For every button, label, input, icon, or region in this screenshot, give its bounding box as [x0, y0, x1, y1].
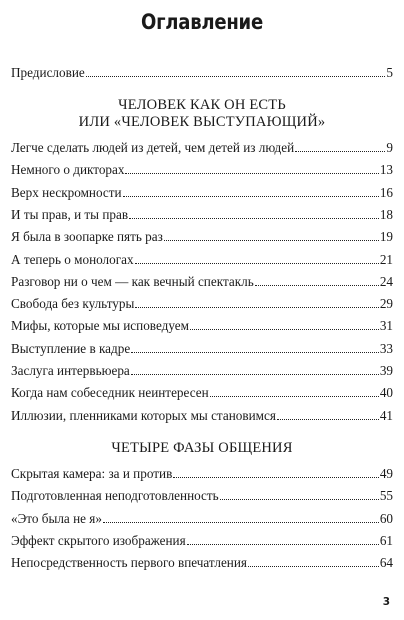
page-title: Оглавление [141, 10, 263, 34]
toc-entry-page: 19 [379, 229, 393, 245]
dot-leader [220, 487, 379, 500]
toc-entry-page: 60 [379, 510, 393, 526]
toc-entry-page: 13 [379, 162, 393, 178]
toc-entry [11, 554, 393, 572]
page-number: 3 [382, 596, 390, 608]
toc-entry [11, 384, 393, 402]
toc-entry-page: 33 [379, 340, 393, 356]
toc-entry-page: 16 [379, 184, 393, 200]
dot-leader [129, 206, 379, 219]
toc-entry-page: 41 [379, 407, 393, 423]
dot-leader [295, 139, 385, 152]
dot-leader [103, 510, 379, 523]
dot-leader [131, 340, 379, 353]
dot-leader [123, 184, 379, 197]
toc-entry-title: Заслуга интервьюера [11, 363, 130, 378]
section-heading-2: ЧЕТЫРЕ ФАЗЫ ОБЩЕНИЯ [111, 440, 293, 456]
toc-entry-title: Легче сделать людей из детей, чем детей из людей [11, 140, 295, 155]
toc-entry-page: 64 [379, 555, 393, 571]
toc-entry-page: 49 [379, 466, 393, 481]
toc-entry [11, 465, 393, 483]
toc-entry-title: Мифы, которые мы исповедуем [11, 318, 189, 334]
toc-entry-title: Разговор ни о чем — как вечный спектакль [11, 273, 254, 289]
toc-entry [11, 362, 393, 380]
toc-entry-page: 9 [386, 140, 393, 155]
toc-entry [11, 532, 393, 550]
dot-leader [86, 64, 386, 77]
dot-leader [135, 295, 378, 308]
dot-leader [131, 362, 379, 375]
toc-entry-title: Предисловие [11, 65, 85, 80]
toc-entry [11, 510, 393, 528]
toc-entry-page: 18 [379, 206, 393, 222]
toc-entry-page: 61 [379, 532, 393, 548]
toc-entry [11, 295, 393, 313]
toc-entry [11, 487, 393, 505]
dot-leader [164, 228, 379, 241]
toc-entry-page: 5 [386, 65, 393, 80]
toc-entry-title: Выступление в кадре [11, 340, 131, 356]
toc-entry-page: 29 [379, 296, 393, 312]
toc-entry-title: Верх нескромности [11, 184, 122, 200]
toc-entry [11, 317, 393, 335]
toc-entry-page: 24 [379, 273, 393, 289]
dot-leader [190, 317, 379, 330]
dot-leader [248, 554, 379, 567]
toc-entry-title: Я была в зоопарке пять раз [11, 229, 163, 245]
toc-entry-page: 39 [379, 363, 393, 378]
toc-entry [11, 228, 393, 246]
dot-leader [187, 532, 379, 545]
toc-entry [11, 184, 393, 202]
section-heading-1-line-2: ИЛИ «ЧЕЛОВЕК ВЫСТУПАЮЩИЙ» [78, 114, 326, 130]
toc-entry-page: 21 [379, 251, 393, 267]
toc-entry-page: 40 [379, 385, 393, 401]
toc-entry-title: Подготовленная неподготовленность [11, 488, 219, 504]
toc-entry-title: Свобода без культуры [11, 296, 135, 312]
dot-leader [173, 465, 379, 478]
toc-entry [11, 139, 393, 157]
toc-entry-title: Скрытая камера: за и против [11, 466, 173, 481]
toc-entry [11, 407, 393, 425]
section-heading-1-line-1: ЧЕЛОВЕК КАК ОН ЕСТЬ [118, 97, 286, 113]
toc-entry [11, 251, 393, 269]
toc-entry [11, 206, 393, 224]
toc-entry [11, 273, 393, 291]
dot-leader [255, 273, 379, 286]
toc-entry-title: Иллюзии, пленниками которых мы становимся [11, 407, 276, 423]
toc-entry [11, 340, 393, 358]
dot-leader [135, 251, 379, 264]
toc-entry [11, 161, 393, 179]
toc-entry-title: Немного о дикторах [11, 162, 125, 178]
toc-entry-title: Непосредственность первого впечатления [11, 555, 247, 571]
toc-entry-title: А теперь о монологах [11, 251, 134, 267]
toc-entry-preface [11, 64, 393, 82]
toc-entry-title: И ты прав, и ты прав [11, 206, 129, 222]
toc-entry-title: Эффект скрытого изображения [11, 532, 186, 548]
toc-entry-page: 31 [379, 318, 393, 334]
dot-leader [277, 407, 379, 420]
dot-leader [210, 384, 379, 397]
dot-leader [125, 161, 378, 174]
toc-entry-title: «Это была не я» [11, 510, 102, 526]
toc-entry-page: 55 [379, 488, 393, 504]
toc-entry-title: Когда нам собеседник неинтересен [11, 385, 209, 401]
